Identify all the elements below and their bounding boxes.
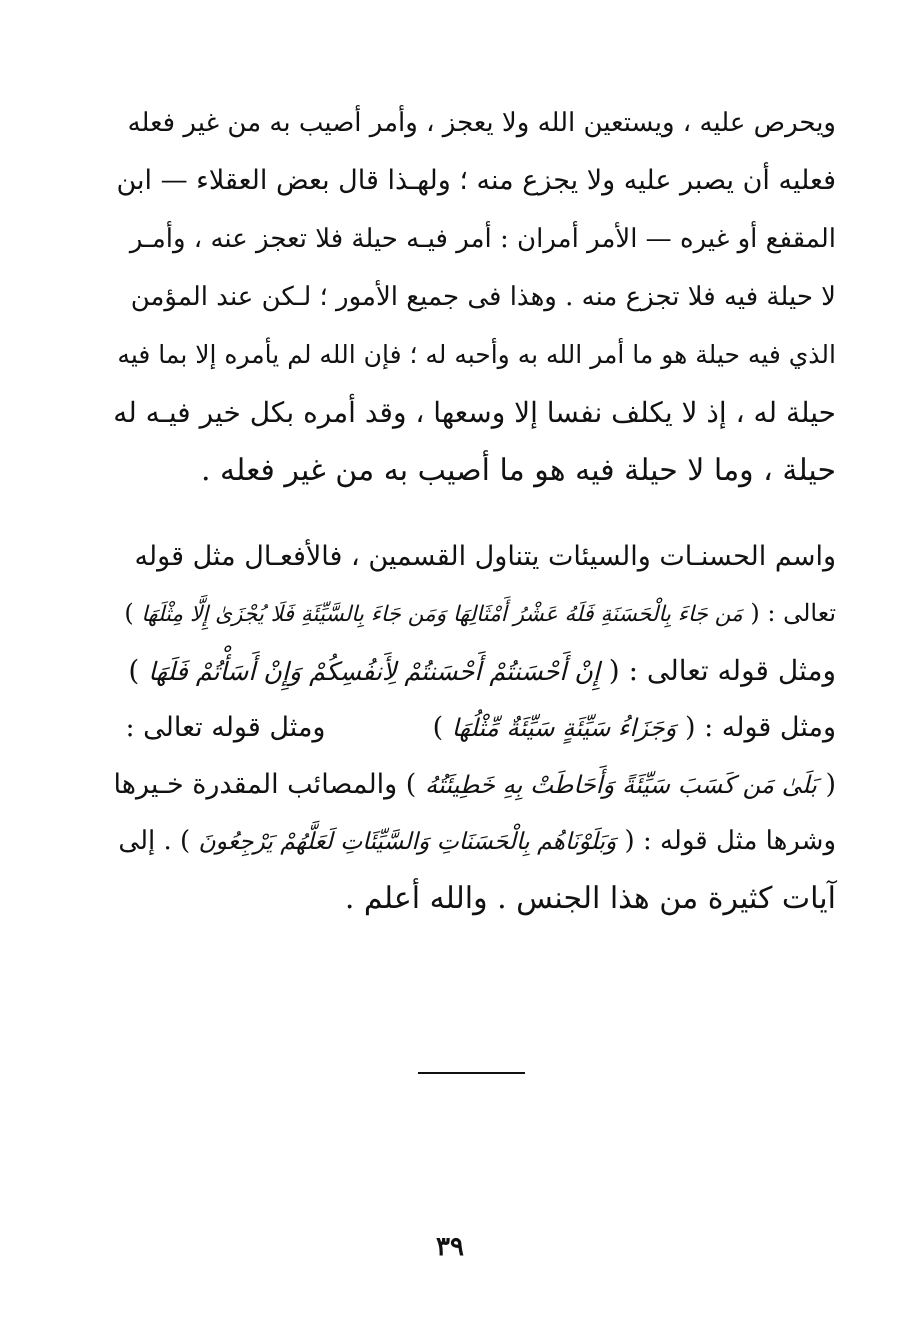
verse-intro: وشرها مثل قوله : ( [624, 826, 836, 856]
text-line-with-verse [110, 642, 836, 699]
text-line: المقفع أو غيره — الأمر أمران : أمر فيـه حيلة فلا تعجز عنه ، وأمـر [129, 224, 836, 254]
page-number: ٣٩ [436, 1232, 464, 1262]
verse-close-and-text: ) والمصائب المقدرة خـيرها [113, 769, 417, 800]
text-line: حيلة ، وما لا حيلة فيه هو ما أصيب به من غير فعله . [200, 453, 836, 488]
text-line: حيلة له ، إذ لا يكلف نفسا إلا وسعها ، وقد أمره بكل خير فيـه له [113, 396, 836, 429]
text-line: الذي فيه حيلة هو ما أمر الله به وأحبه له ؛ فإن الله لم يأمره إلا بما فيه [117, 340, 836, 369]
quran-verse: وَجَزَاءُ سَيِّئَةٍ سَيِّئَةٌ مِّثْلُهَا [451, 713, 677, 742]
paragraph-2 [110, 528, 836, 927]
verse-intro: ومثل قوله تعالى : [125, 712, 326, 743]
text-line: ويحرص عليه ، ويستعين الله ولا يعجز ، وأمر أصيب به من غير فعله [127, 108, 836, 138]
text-line: فعليه أن يصبر عليه ولا يجزع منه ؛ ولهـذا قال بعض العقلاء — ابن [116, 165, 836, 196]
section-divider [418, 1072, 525, 1074]
verse-intro: ومثل قوله : ( [684, 712, 836, 743]
quran-verse: مَن جَاءَ بِالْحَسَنَةِ فَلَهُ عَشْرُ أَمْثَالِهَا وَمَن جَاءَ بِالسَّيِّئَةِ فَلَا يُجْزَىٰ إِلَّا مِثْلَهَا [141, 602, 743, 627]
text-line-with-verse [110, 756, 836, 813]
text-line: واسم الحسنـات والسيئات يتناول القسمين ، فالأفعـال مثل قوله [134, 541, 836, 572]
text-line: لا حيلة فيه فلا تجزع منه . وهذا فى جميع الأمور ؛ لـكن عند المؤمن [130, 282, 836, 312]
text-line-with-verse [110, 813, 836, 870]
verse-open: ( [825, 769, 836, 800]
verse-close: ) [432, 712, 444, 743]
verse-close-and-text: ) . إلى [118, 826, 191, 856]
quran-verse: إِنْ أَحْسَنتُمْ أَحْسَنتُمْ لِأَنفُسِكُمْ وَإِنْ أَسَأْتُمْ فَلَهَا [148, 657, 600, 686]
verse-close: ) [124, 599, 134, 627]
verse-intro: تعالى : ( [750, 599, 836, 627]
quran-verse: بَلَىٰ مَن كَسَبَ سَيِّئَةً وَأَحَاطَتْ بِهِ خَطِيئَتُهُ [424, 770, 817, 799]
text-line: آيات كثيرة من هذا الجنس . والله أعلم . [344, 881, 836, 916]
quran-verse: وَبَلَوْنَاهُم بِالْحَسَنَاتِ وَالسَّيِّئَاتِ لَعَلَّهُمْ يَرْجِعُونَ [198, 827, 617, 855]
verse-intro: ومثل قوله تعالى : ( [608, 654, 836, 687]
text-line-with-verse [110, 585, 836, 642]
text-line-with-verse [110, 699, 836, 756]
verse-close: ) [128, 654, 140, 687]
paragraph-1 [110, 94, 836, 500]
